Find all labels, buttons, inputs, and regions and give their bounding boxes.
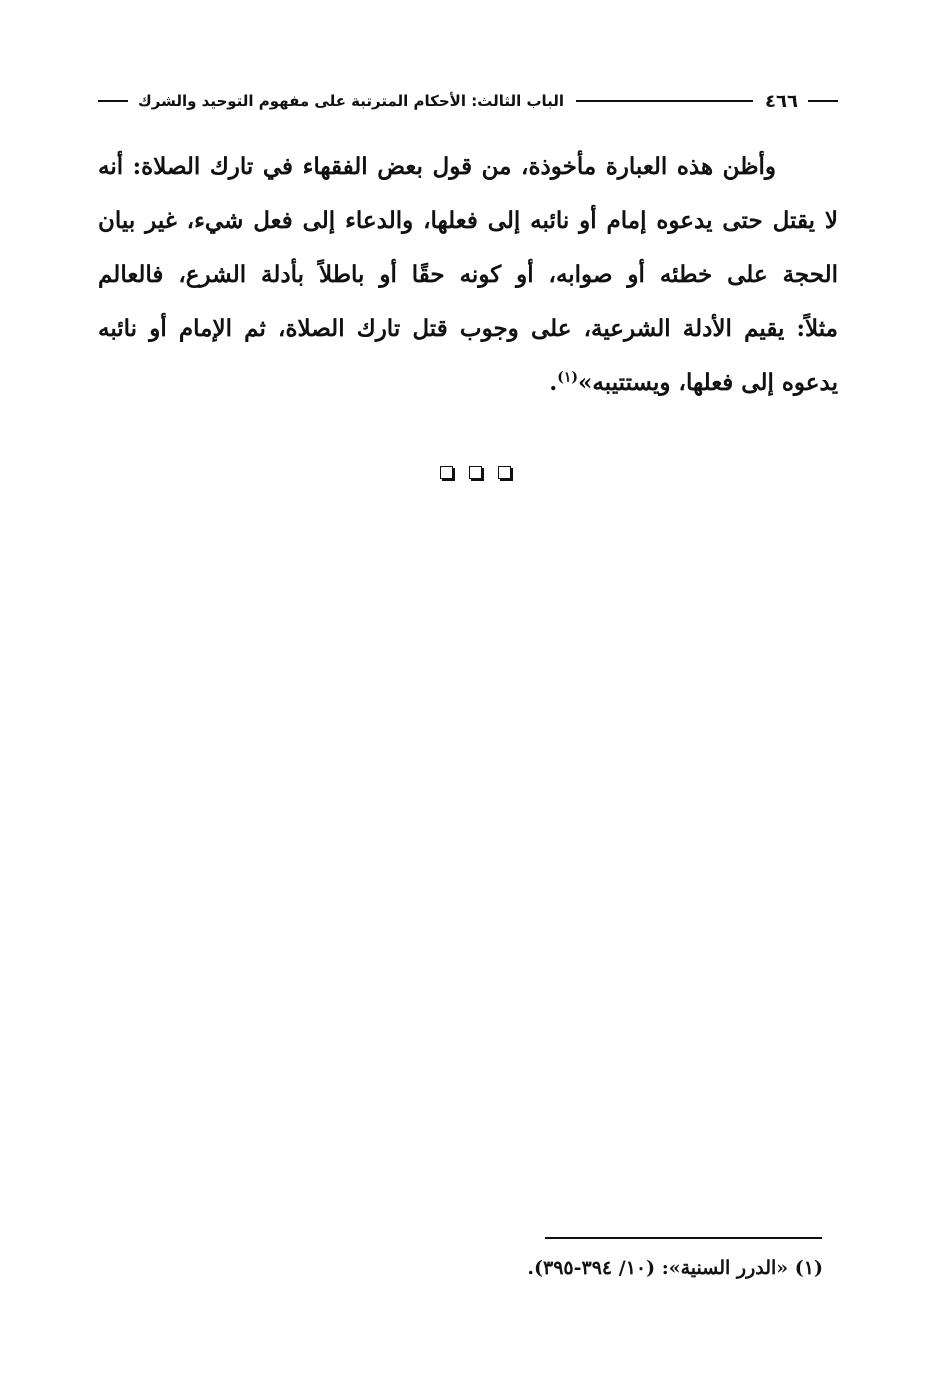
section-separator bbox=[0, 466, 950, 479]
text-line: وأظن هذه العبارة مأخوذة، من قول بعض الفقهاء في تارك الصلاة: أنه bbox=[98, 153, 776, 180]
header-dash bbox=[98, 100, 128, 102]
square-ornament-icon bbox=[498, 466, 511, 479]
text-line: يدعوه إلى فعلها، ويستتيبه» bbox=[578, 369, 838, 396]
text-line: مثلاً: يقيم الأدلة الشرعية، على وجوب قتل تارك الصلاة، ثم الإمام أو نائبه bbox=[98, 315, 838, 342]
header-dash bbox=[808, 100, 838, 102]
line-end-punctuation: . bbox=[549, 369, 558, 396]
text-line: الحجة على خطئه أو صوابه، أو كونه حقًا أو باطلاً بأدلة الشرع، فالعالم bbox=[98, 261, 838, 288]
footnote: (١) «الدرر السنية»: (١٠/ ٣٩٤-٣٩٥). bbox=[527, 1257, 823, 1279]
running-header bbox=[98, 84, 838, 118]
page-number: ٤٦٦ bbox=[765, 90, 798, 112]
square-ornament-icon bbox=[440, 466, 453, 479]
square-ornament-icon bbox=[469, 466, 482, 479]
text-line: لا يقتل حتى يدعوه إمام أو نائبه إلى فعلها، والدعاء إلى فعل شيء، غير بيان bbox=[98, 207, 838, 234]
footnote-divider bbox=[545, 1237, 822, 1239]
header-rule bbox=[576, 100, 753, 102]
body-paragraph bbox=[98, 140, 838, 410]
footnote-reference[interactable]: (١) bbox=[557, 369, 579, 386]
text-line-last bbox=[98, 356, 838, 410]
running-title: الباب الثالث: الأحكام المترتبة على مفهوم التوحيد والشرك bbox=[138, 92, 565, 110]
